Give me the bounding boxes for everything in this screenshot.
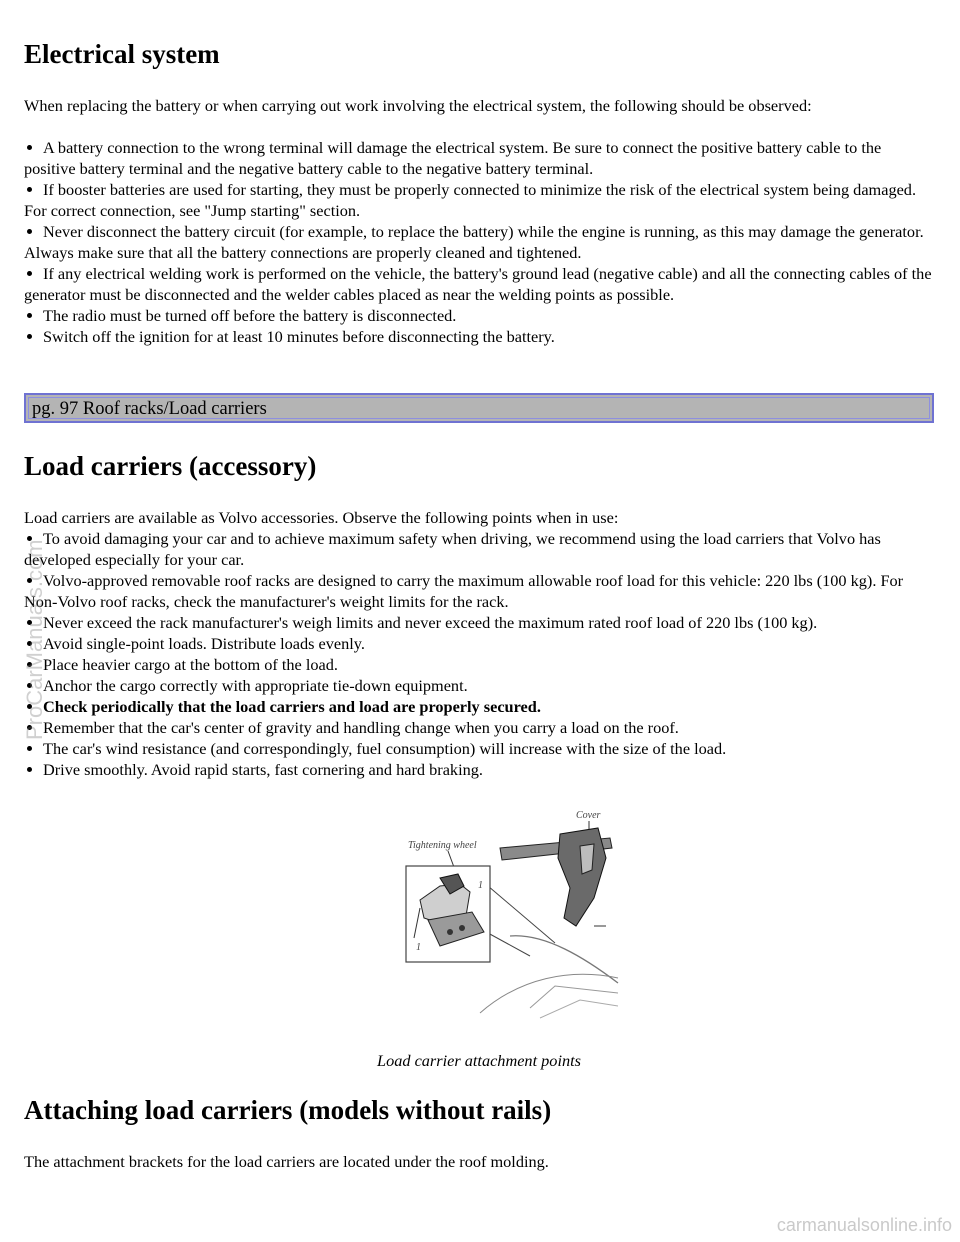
list-item: To avoid damaging your car and to achieve maximum safety when driving, we recommend using the load carriers that Volvo has developed especially for your car. xyxy=(24,529,881,569)
list-item: Avoid single-point loads. Distribute loads evenly. xyxy=(24,633,934,654)
label-number-1b: 1 xyxy=(478,880,483,891)
load-carrier-figure xyxy=(380,808,620,1020)
list-item: Volvo-approved removable roof racks are designed to carry the maximum allowable roof load for this vehicle: 220 lbs (100 kg). For Non-Volvo roof racks, check the manufacturer's weight limits for the rack. xyxy=(24,571,904,611)
bottom-watermark: carmanualsonline.info xyxy=(776,1215,952,1235)
list-item: Drive smoothly. Avoid rapid starts, fast cornering and hard braking. xyxy=(24,759,934,780)
list-item: The radio must be turned off before the battery is disconnected. xyxy=(24,305,934,326)
figure-caption: Load carrier attachment points xyxy=(377,1051,581,1070)
bullet-icon xyxy=(27,767,32,772)
bullet-icon xyxy=(27,334,32,339)
list-item: The car's wind resistance (and correspondingly, fuel consumption) will increase with the size of the load. xyxy=(24,738,934,759)
list-item: Never exceed the rack manufacturer's weigh limits and never exceed the maximum rated roof load of 220 lbs (100 kg). xyxy=(24,612,934,633)
bullet-icon xyxy=(27,229,32,234)
bullet-icon xyxy=(27,145,32,150)
electrical-list xyxy=(24,137,934,347)
label-tightening-wheel: Tightening wheel xyxy=(408,840,477,851)
load-intro: Load carriers are available as Volvo accessories. Observe the following points when in use: xyxy=(24,508,619,527)
list-item: Never disconnect the battery circuit (for example, to replace the battery) while the engine is running, as this may damage the generator. Always make sure that all the battery connections are properly cleaned and tightened. xyxy=(24,222,924,262)
side-watermark: ProCarManuals.com xyxy=(22,539,47,740)
heading-attaching-load-carriers: Attaching load carriers (models without rails) xyxy=(24,1095,552,1125)
list-item: If any electrical welding work is performed on the vehicle, the battery's ground lead (negative cable) and all the connecting cables of the generator must be disconnected and the welder cables placed as near the welding points as possible. xyxy=(24,264,932,304)
attaching-intro: The attachment brackets for the load carriers are located under the roof molding. xyxy=(24,1152,549,1171)
page-section-label: pg. 97 Roof racks/Load carriers xyxy=(32,399,267,419)
bullet-icon xyxy=(27,187,32,192)
list-item: If booster batteries are used for starting, they must be properly connected to minimize the risk of the electrical system being damaged. For correct connection, see "Jump starting" section. xyxy=(24,180,917,220)
label-number-1a: 1 xyxy=(416,942,421,953)
label-cover: Cover xyxy=(576,810,601,821)
bullet-icon xyxy=(27,313,32,318)
load-list xyxy=(24,528,934,780)
electrical-intro: When replacing the battery or when carrying out work involving the electrical system, the following should be observed: xyxy=(24,96,812,115)
list-item: Place heavier cargo at the bottom of the load. xyxy=(24,654,934,675)
list-item: Switch off the ignition for at least 10 minutes before disconnecting the battery. xyxy=(24,326,934,347)
bullet-icon xyxy=(27,271,32,276)
list-item: Anchor the cargo correctly with appropriate tie-down equipment. xyxy=(24,675,934,696)
list-item: Check periodically that the load carriers and load are properly secured. xyxy=(24,696,934,717)
heading-electrical-system: Electrical system xyxy=(24,39,220,69)
bullet-icon xyxy=(27,746,32,751)
list-item: Remember that the car's center of gravity and handling change when you carry a load on the roof. xyxy=(24,717,934,738)
load-carrier-illustration xyxy=(380,808,620,1020)
list-item: A battery connection to the wrong terminal will damage the electrical system. Be sure to connect the positive battery cable to the positive battery terminal and the negative battery cable to the negative battery terminal. xyxy=(24,138,882,178)
heading-load-carriers: Load carriers (accessory) xyxy=(24,451,317,481)
page-section-bar xyxy=(24,393,934,423)
